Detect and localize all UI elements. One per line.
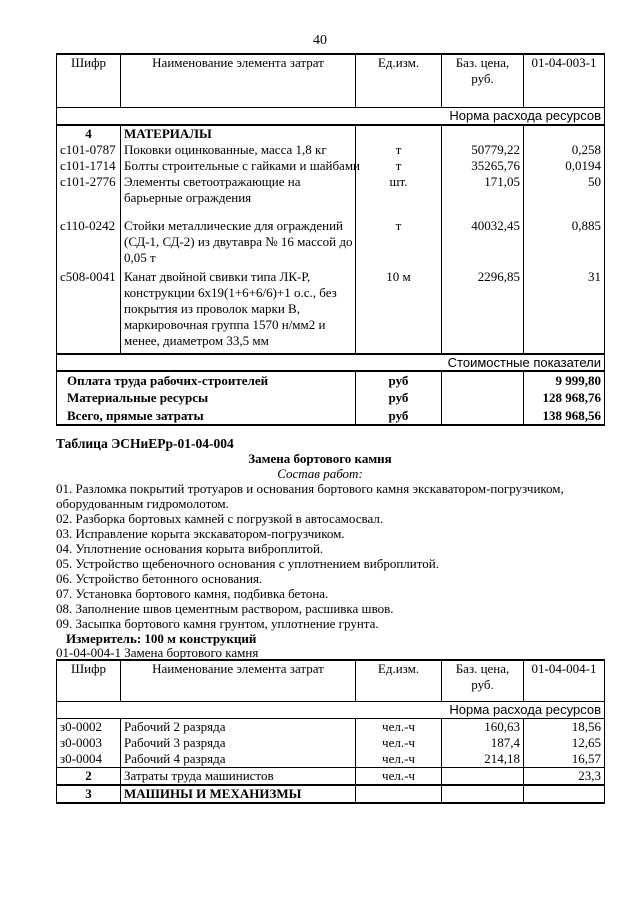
row-qty: 12,65 xyxy=(524,735,605,751)
table-title: Таблица ЭСНиЕРр-01-04-004 xyxy=(56,436,234,451)
row-name-line: конструкции 6х19(1+6+6/6)+1 о.с., без xyxy=(124,284,337,300)
total-row xyxy=(57,389,605,407)
section-title: МАШИНЫ И МЕХАНИЗМЫ xyxy=(121,785,356,803)
row-code: с101-0787 xyxy=(57,142,121,158)
resource-table-01-04-003 xyxy=(56,53,605,426)
row-name-line: 0,05 т xyxy=(124,249,156,265)
work-item: 06. Устройство бетонного основания. xyxy=(56,571,263,586)
row-qty: 50 xyxy=(524,174,605,218)
row-name: Рабочий 2 разряда xyxy=(121,718,356,735)
row-name: Рабочий 4 разряда xyxy=(121,751,356,768)
row-name: Болты строительные с гайками и шайбами xyxy=(121,158,356,174)
table-row xyxy=(57,718,605,735)
row-qty: 16,57 xyxy=(524,751,605,768)
header-price: Баз. цена, руб. xyxy=(442,54,524,107)
section-number: 3 xyxy=(57,785,121,803)
total-row xyxy=(57,371,605,389)
resource-table-01-04-004 xyxy=(56,659,605,804)
cost-label: Стоимостные показатели xyxy=(57,354,605,371)
row-name-line: менее, диаметром 33,5 мм xyxy=(124,332,269,348)
row-qty: 31 xyxy=(524,269,605,354)
row-code: з0-0003 xyxy=(57,735,121,751)
row-name: Поковки оцинкованные, масса 1,8 кг xyxy=(121,142,356,158)
row-name-line: Канат двойной свивки типа ЛК-Р, xyxy=(124,268,311,284)
total-unit: руб xyxy=(356,389,442,407)
work-item: 09. Засыпка бортового камня грунтом, уплотнение грунта. xyxy=(56,616,379,631)
row-unit: чел.-ч xyxy=(356,767,442,785)
row-name xyxy=(121,269,356,354)
row-name-line: (СД-1, СД-2) из двутавра № 16 массой до xyxy=(124,233,353,249)
row-code: с101-1714 xyxy=(57,158,121,174)
row-name-line: Стойки металлические для ограждений xyxy=(124,217,344,233)
norm-subcode: 01-04-004-1 Замена бортового камня xyxy=(56,645,259,660)
total-row xyxy=(57,407,605,425)
header-code: Шифр xyxy=(57,54,121,107)
row-code: с110-0242 xyxy=(57,218,121,269)
row-name-line: маркировочная группа 1570 н/мм2 и xyxy=(124,316,326,332)
table-row xyxy=(57,218,605,269)
row-code: с101-2776 xyxy=(57,174,121,218)
row-unit: т xyxy=(356,218,442,269)
work-item: 05. Устройство щебеночного основания с уплотнением виброплитой. xyxy=(56,556,439,571)
header-price: Баз. цена, руб. xyxy=(442,660,524,701)
work-item: 03. Исправление корыта экскаватором-погрузчиком. xyxy=(56,526,345,541)
row-qty: 0,885 xyxy=(524,218,605,269)
section-title: Затраты труда машинистов xyxy=(121,767,356,785)
work-item: оборудованным гидромолотом. xyxy=(56,496,229,511)
row-name-line: Элементы светоотражающие на xyxy=(124,173,301,189)
section-row-materials xyxy=(57,125,605,142)
row-unit: чел.-ч xyxy=(356,718,442,735)
row-price: 50779,22 xyxy=(442,142,524,158)
header-norm-code: 01-04-004-1 xyxy=(524,660,605,701)
norm-label: Норма расхода ресурсов xyxy=(57,701,605,718)
row-unit: т xyxy=(356,142,442,158)
table-row xyxy=(57,735,605,751)
total-label: Материальные ресурсы xyxy=(57,389,356,407)
work-item: 02. Разборка бортовых камней с погрузкой в автосамосвал. xyxy=(56,511,384,526)
row-code: з0-0002 xyxy=(57,718,121,735)
row-name xyxy=(121,174,356,218)
table-header-row xyxy=(57,660,605,701)
header-code: Шифр xyxy=(57,660,121,701)
total-label: Всего, прямые затраты xyxy=(57,407,356,425)
works-title: Состав работ: xyxy=(277,466,363,481)
row-unit: шт. xyxy=(356,174,442,218)
row-code: з0-0004 xyxy=(57,751,121,768)
section-title: МАТЕРИАЛЫ xyxy=(121,125,356,142)
total-value: 138 968,56 xyxy=(524,407,605,425)
header-unit: Ед.изм. xyxy=(356,660,442,701)
work-item: 08. Заполнение швов цементным раствором, расшивка швов. xyxy=(56,601,394,616)
row-price: 214,18 xyxy=(442,751,524,768)
norm-label: Норма расхода ресурсов xyxy=(57,107,605,125)
row-price: 160,63 xyxy=(442,718,524,735)
row-qty: 0,0194 xyxy=(524,158,605,174)
section-number: 4 xyxy=(57,125,121,142)
total-unit: руб xyxy=(356,407,442,425)
work-item: 04. Уплотнение основания корыта виброплитой. xyxy=(56,541,324,556)
header-unit: Ед.изм. xyxy=(356,54,442,107)
row-price: 40032,45 xyxy=(442,218,524,269)
measure-unit: Измеритель: 100 м конструкций xyxy=(66,631,257,646)
row-name-line: покрытия из проволок марки В, xyxy=(124,300,300,316)
row-price: 187,4 xyxy=(442,735,524,751)
section-row-machines xyxy=(57,785,605,803)
row-name xyxy=(121,218,356,269)
row-unit: 10 м xyxy=(356,269,442,354)
section-number: 2 xyxy=(57,767,121,785)
row-unit: т xyxy=(356,158,442,174)
row-unit: чел.-ч xyxy=(356,751,442,768)
table-header-row xyxy=(57,54,605,107)
row-unit: чел.-ч xyxy=(356,735,442,751)
row-name-line: барьерные ограждения xyxy=(124,189,252,205)
row-code: с508-0041 xyxy=(57,269,121,354)
row-price: 171,05 xyxy=(442,174,524,218)
table-row xyxy=(57,174,605,218)
table-row xyxy=(57,269,605,354)
table-row xyxy=(57,142,605,158)
total-value: 128 968,76 xyxy=(524,389,605,407)
table-row xyxy=(57,751,605,768)
header-name: Наименование элемента затрат xyxy=(121,54,356,107)
row-price: 35265,76 xyxy=(442,158,524,174)
table-row xyxy=(57,158,605,174)
row-qty: 0,258 xyxy=(524,142,605,158)
row-name: Рабочий 3 разряда xyxy=(121,735,356,751)
page-number: 40 xyxy=(313,33,327,48)
section-row-machinist-labor xyxy=(57,767,605,785)
total-value: 9 999,80 xyxy=(524,371,605,389)
work-item: 01. Разломка покрытий тротуаров и основания бортового камня экскаватором-погрузчиком, xyxy=(56,481,564,496)
work-item: 07. Установка бортового камня, подбивка бетона. xyxy=(56,586,329,601)
header-norm-code: 01-04-003-1 xyxy=(524,54,605,107)
section-subtitle: Замена бортового камня xyxy=(248,451,392,466)
header-name: Наименование элемента затрат xyxy=(121,660,356,701)
total-unit: руб xyxy=(356,371,442,389)
total-label: Оплата труда рабочих-строителей xyxy=(57,371,356,389)
row-qty: 23,3 xyxy=(524,767,605,785)
row-qty: 18,56 xyxy=(524,718,605,735)
row-price: 2296,85 xyxy=(442,269,524,354)
